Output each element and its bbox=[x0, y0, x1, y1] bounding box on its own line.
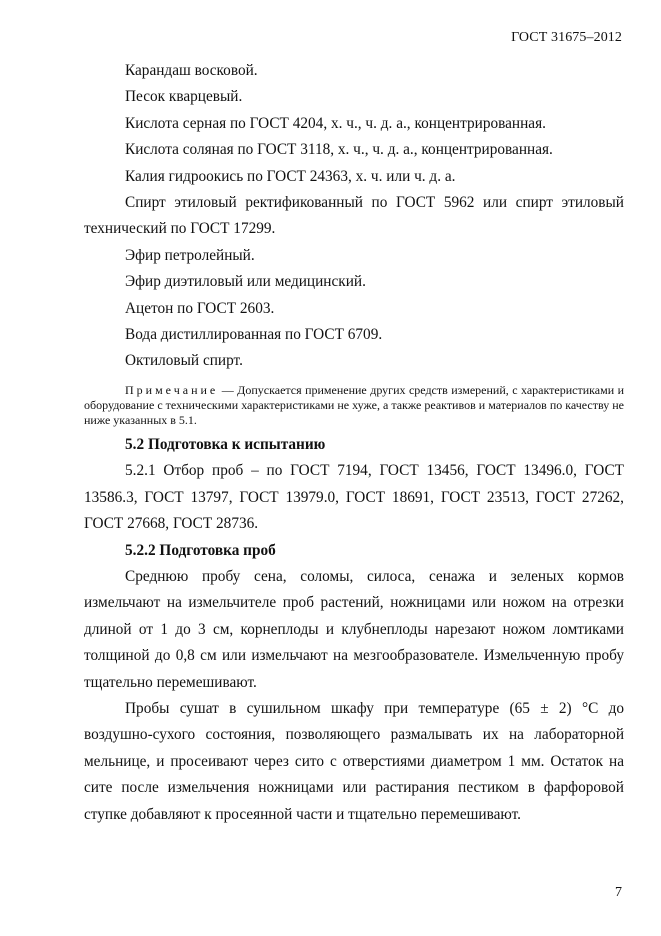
list-item: Кислота серная по ГОСТ 4204, х. ч., ч. д. а., концентрированная. bbox=[125, 114, 546, 132]
subsection-heading: 5.2.2 Подготовка проб bbox=[125, 541, 276, 559]
list-item: Песок кварцевый. bbox=[125, 88, 243, 106]
note-label: Примечание bbox=[125, 382, 219, 397]
list-item: Ацетон по ГОСТ 2603. bbox=[125, 299, 275, 317]
list-item: Эфир петролейный. bbox=[125, 246, 255, 264]
list-item: Спирт этиловый ректификованный по ГОСТ 5962 или спирт этиловый технический по ГОСТ 17299. bbox=[84, 194, 624, 238]
list-item: Эфир диэтиловый или медицинский. bbox=[125, 273, 366, 291]
paragraph-5-2-1: 5.2.1 Отбор проб – по ГОСТ 7194, ГОСТ 13456, ГОСТ 13496.0, ГОСТ 13586.3, ГОСТ 13797, ГОСТ 13979.0, ГОСТ 18691, ГОСТ 23513, ГОСТ 27262, ГОСТ 27668, ГОСТ 28736. bbox=[84, 462, 624, 533]
document-header: ГОСТ 31675–2012 bbox=[511, 30, 622, 45]
list-item: Калия гидроокись по ГОСТ 24363, х. ч. или ч. д. а. bbox=[125, 167, 456, 185]
note-text: — Допускается применение других средств измерений, с характеристиками и оборудование с техническими характеристиками не хуже, а также реактивов и материалов по качеству не ниже указанных в 5.1. bbox=[84, 382, 624, 427]
list-item: Октиловый спирт. bbox=[125, 352, 243, 370]
list-item: Карандаш восковой. bbox=[125, 62, 258, 79]
note bbox=[84, 383, 624, 428]
section-heading: 5.2 Подготовка к испытанию bbox=[125, 435, 326, 453]
page-content bbox=[84, 58, 624, 828]
list-item: Кислота соляная по ГОСТ 3118, х. ч., ч. д. а., концентрированная. bbox=[125, 141, 553, 159]
list-item: Вода дистиллированная по ГОСТ 6709. bbox=[125, 326, 383, 344]
page-number: 7 bbox=[615, 885, 622, 900]
paragraph-drying: Пробы сушат в сушильном шкафу при температуре (65 ± 2) °С до воздушно-сухого состояния, позволяющего размалывать их на лабораторной мельнице, и просеивают через сито с отверстиями диаметром 1 мм. Остаток на сите после измельчения ножницами или растирания пестиком в фарфоровой ступке добавляют к просеянной части и тщательно перемешивают. bbox=[84, 699, 624, 823]
paragraph-sample-prep: Среднюю пробу сена, соломы, силоса, сенажа и зеленых кормов измельчают на измельчителе проб растений, ножницами или ножом на отрезки длиной от 1 до 3 см, корнеплоды и клубнеплоды нарезают ножом ломтиками толщиной до 0,8 см или измельчают на мезгообразователе. Измельченную пробу тщательно перемешивают. bbox=[84, 567, 624, 691]
